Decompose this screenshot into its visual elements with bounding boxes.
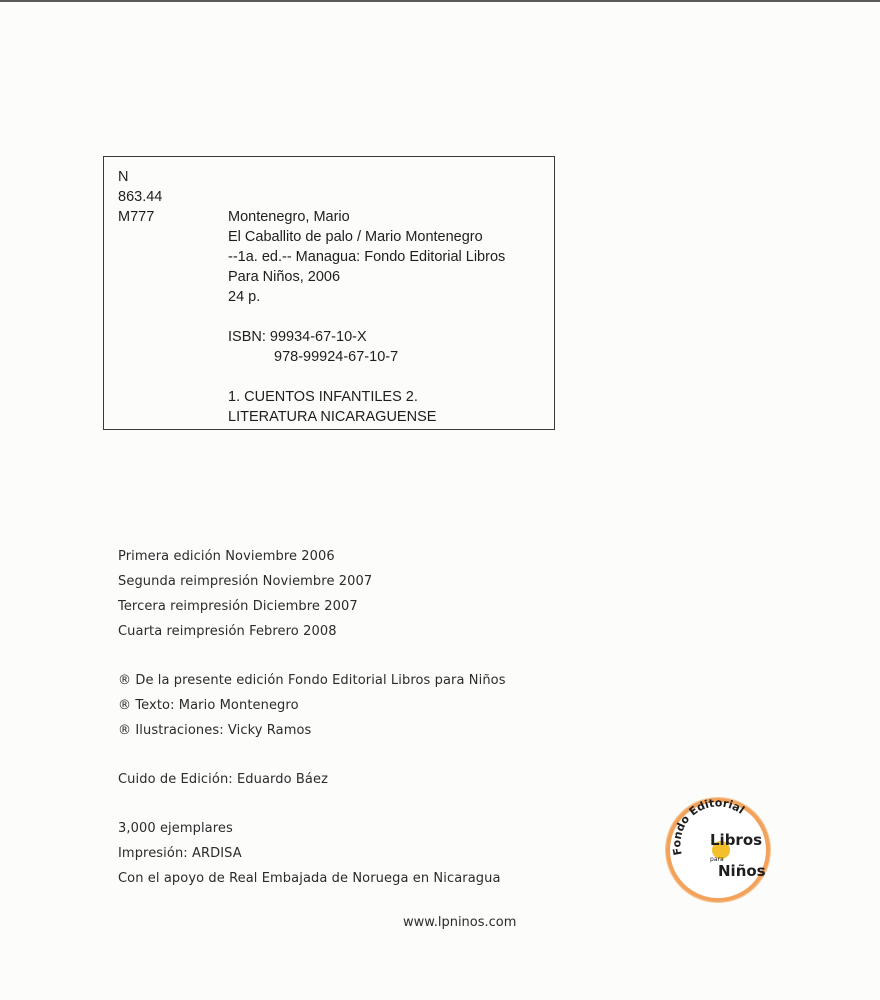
page-top-edge [0,0,880,2]
call-number-line: M777 [118,209,155,225]
print-item: Con el apoyo de Real Embajada de Noruega en Nicaragua [118,871,501,886]
call-number [118,167,162,227]
logo-word-libros: Libros [710,831,763,849]
edition-item: Tercera reimpresión Diciembre 2007 [118,599,358,614]
edition-item: Segunda reimpresión Noviembre 2007 [118,574,373,589]
publisher-line: Para Niños, 2006 [228,269,341,285]
isbn-line: 978-99924-67-10-7 [274,349,399,365]
logo-word-para: para [710,856,724,863]
author-line: Montenegro, Mario [228,209,350,225]
logo-word-ninos: Niños [718,862,766,880]
print-item: 3,000 ejemplares [118,821,233,836]
publisher-logo [666,798,770,902]
call-number-line: N [118,169,129,185]
edition-line: --1a. ed.-- Managua: Fondo Editorial Libros [228,249,506,265]
isbn-line: ISBN: 99934-67-10-X [228,329,367,345]
website-link[interactable]: www.lpninos.com [403,915,517,930]
edition-item: Cuarta reimpresión Febrero 2008 [118,624,337,639]
pages-line: 24 p. [228,289,261,305]
logo-ring-text: Fondo Editorial [670,798,747,857]
edition-item: Primera edición Noviembre 2006 [118,549,335,564]
catalog-card [103,156,555,430]
rights-item: ® Ilustraciones: Vicky Ramos [118,723,312,738]
call-number-line: 863.44 [118,189,163,205]
title-line: El Caballito de palo / Mario Montenegro [228,229,483,245]
logo-graphic [666,798,770,902]
subject-line: LITERATURA NICARAGUENSE [228,409,437,425]
rights-item: ® Texto: Mario Montenegro [118,698,299,713]
editor-credit: Cuido de Edición: Eduardo Báez [118,772,329,787]
print-item: Impresión: ARDISA [118,846,242,861]
subject-line: 1. CUENTOS INFANTILES 2. [228,389,418,405]
credits-block [118,544,506,891]
rights-item: ® De la presente edición Fondo Editorial Libros para Niños [118,673,506,688]
catalog-entry [228,207,505,427]
